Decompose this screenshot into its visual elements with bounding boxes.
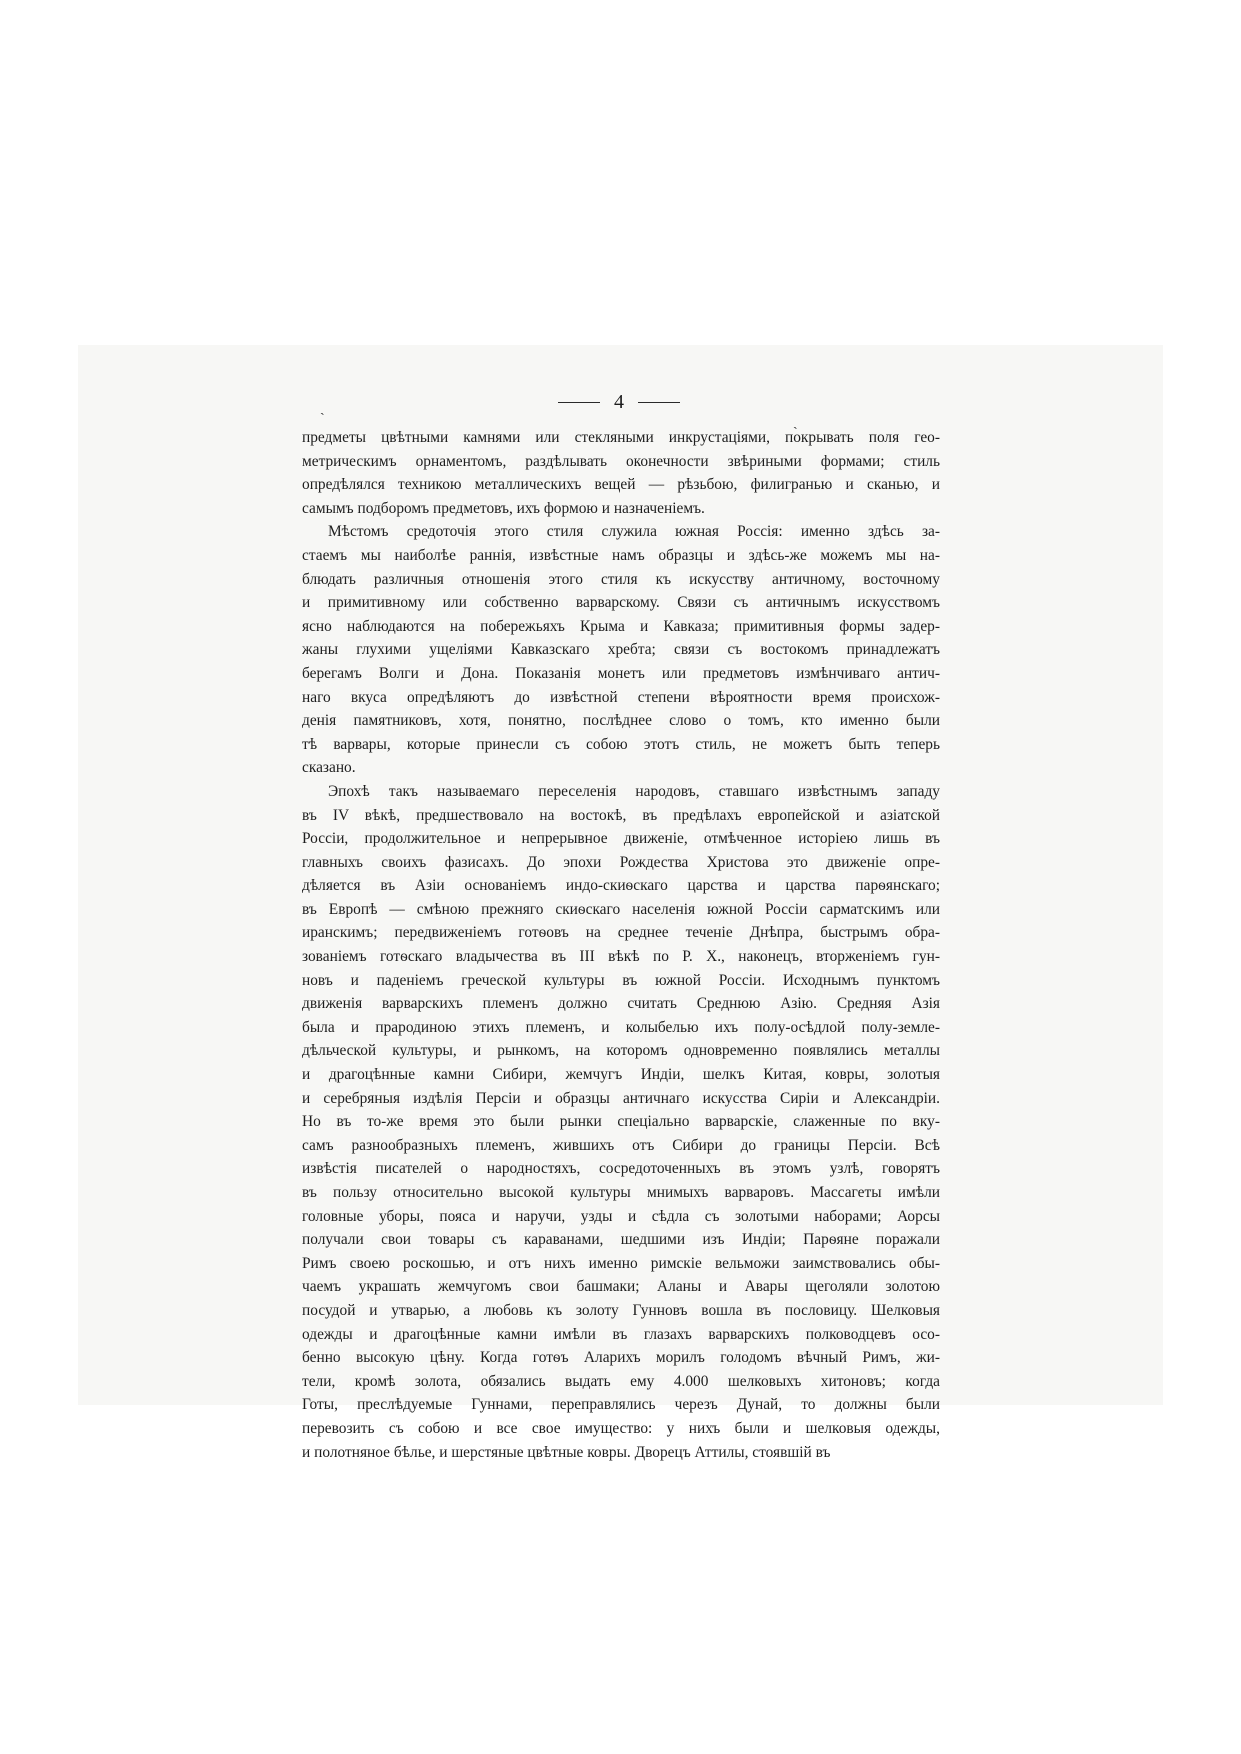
text-line: и полотняное бѣлье, и шерстяные цвѣтные ковры. Дворецъ Аттилы, стоявшій въ [302,1443,831,1461]
body-text [302,426,940,1464]
text-line: самъ разнообразныхъ племенъ, жившихъ отъ Сибири до границы Персіи. Всѣ [302,1136,940,1154]
text-line: жаны глухими ущеліями Кавказскаго хребта; связи съ востокомъ принадлежатъ [302,641,940,659]
paragraph [302,780,940,1464]
text-line: въ пользу относительно высокой культуры мнимыхъ варваровъ. Массагеты имѣли [302,1184,940,1201]
text-line: самымъ подборомъ предметовъ, ихъ формою и назначеніемъ. [302,499,705,517]
text-line: зованіемъ готѳскаго владычества въ III вѣкѣ по Р. Х., наконецъ, вторженіемъ гун- [302,948,940,966]
text-line: дѣляется въ Азіи основаніемъ индо-скиѳскаго царства и царства парѳянскаго; [302,877,940,895]
paragraph [302,520,940,780]
text-line: Римъ своею роскошью, и отъ нихъ именно римскіе вельможи заимствовались обы- [302,1254,940,1272]
text-line: была и прародиною этихъ племенъ, и колыбелью ихъ полу-осѣдлой полу-земле- [302,1018,940,1036]
text-line: движенія варварскихъ племенъ должно считать Среднюю Азію. Средняя Азія [302,995,940,1013]
page-header [300,388,940,418]
header-rule-right [638,402,680,403]
text-line: дѣльческой культуры, и рынкомъ, на которомъ одновременно появлялись металлы [302,1042,940,1060]
text-line: стаемъ мы наиболѣе раннія, извѣстные намъ образцы и здѣсь-же можемъ мы на- [302,546,940,564]
text-line: Россіи, продолжительное и непрерывное движеніе, отмѣченное исторіею лишь въ [302,830,940,848]
scan-speck-mark: ˎ [320,401,325,416]
text-line: метрическимъ орнаментомъ, раздѣлывать оконечности звѣриными формами; стиль [302,452,940,470]
text-line: главныхъ своихъ фазисахъ. До эпохи Рождества Христова это движеніе опре- [302,853,940,871]
text-line: иранскимъ; передвиженіемъ готѳовъ на среднее теченіе Днѣпра, быстрымъ обра- [302,924,940,942]
text-line: бенно высокую цѣну. Когда готѳъ Аларихъ морилъ голодомъ вѣчный Римъ, жи- [302,1349,940,1367]
page-number: 4 [614,391,624,413]
text-line: тѣ варвары, которые принесли съ собою этотъ стиль, не можетъ быть теперь [302,735,940,753]
text-line: посудой и утварью, а любовь къ золоту Гунновъ вошла въ пословицу. Шелковыя [302,1301,940,1319]
text-line: опредѣлялся техникою металлическихъ вещей — рѣзьбою, филигранью и сканью, и [302,476,940,494]
text-line: чаемъ украшать жемчугомъ свои башмаки; Аланы и Авары щеголяли золотою [302,1278,940,1296]
text-line: Мѣстомъ средоточія этого стиля служила южная Россія: именно здѣсь за- [328,523,940,541]
text-line: Но въ то-же время это были рынки спеціально варварскіе, слаженные по вку- [302,1113,940,1131]
text-line: одежды и драгоцѣнные камни имѣли въ глазахъ варварскихъ полководцевъ осо- [302,1325,940,1343]
text-line: получали свои товары съ караванами, шедшими изъ Индіи; Парѳяне поражали [302,1231,940,1249]
text-line: перевозить съ собою и все свое имущество: у нихъ были и шелковыя одежды, [302,1419,940,1437]
text-line: въ IV вѣкѣ, предшествовало на востокѣ, въ предѣлахъ европейской и азіатской [302,806,940,824]
text-line: предметы цвѣтными камнями или стекляными инкрустаціями, покрывать поля гео- [302,429,940,446]
text-line: и драгоцѣнные камни Сибири, жемчугъ Индіи, шелкъ Китая, ковры, золотыя [302,1066,940,1084]
paragraph [302,426,940,520]
text-line: берегамъ Волги и Дона. Показанія монетъ или предметовъ измѣнчиваго антич- [302,664,940,682]
text-line: новъ и паденіемъ греческой культуры въ южной Россіи. Исходнымъ пунктомъ [302,971,940,989]
text-line: извѣстія писателей о народностяхъ, сосредоточенныхъ въ этомъ узлѣ, говорятъ [302,1160,940,1178]
header-rule-left [558,402,600,403]
text-line: наго вкуса опредѣляютъ до извѣстной степени вѣроятности время происхож- [302,688,940,706]
scan-speck-mark: ˏ [793,415,798,430]
text-line: ясно наблюдаются на побережьяхъ Крыма и Кавказа; примитивныя формы задер- [302,617,940,635]
text-line: и примитивному или собственно варварскому. Связи съ античнымъ искусствомъ [302,594,940,612]
text-line: тели, кромѣ золота, обязались выдать ему 4.000 шелковыхъ хитоновъ; когда [302,1372,940,1390]
text-line: Эпохѣ такъ называемаго переселенія народовъ, ставшаго извѣстнымъ западу [328,782,940,800]
text-line: блюдать различныя отношенія этого стиля къ искусству античному, восточному [302,570,940,588]
text-line: денія памятниковъ, хотя, понятно, послѣднее слово о томъ, кто именно были [302,712,940,730]
text-line: сказано. [302,759,356,777]
text-line: Готы, преслѣдуемые Гуннами, переправлялись черезъ Дунай, то должны были [302,1396,940,1414]
text-line: головные уборы, пояса и наручи, узды и сѣдла съ золотыми наборами; Аорсы [302,1207,940,1225]
text-line: въ Европѣ — смѣною прежняго скиѳскаго населенія южной Россіи сарматскимъ или [302,900,940,918]
text-line: и серебряныя издѣлія Персіи и образцы античнаго искусства Сиріи и Александріи. [302,1089,940,1107]
